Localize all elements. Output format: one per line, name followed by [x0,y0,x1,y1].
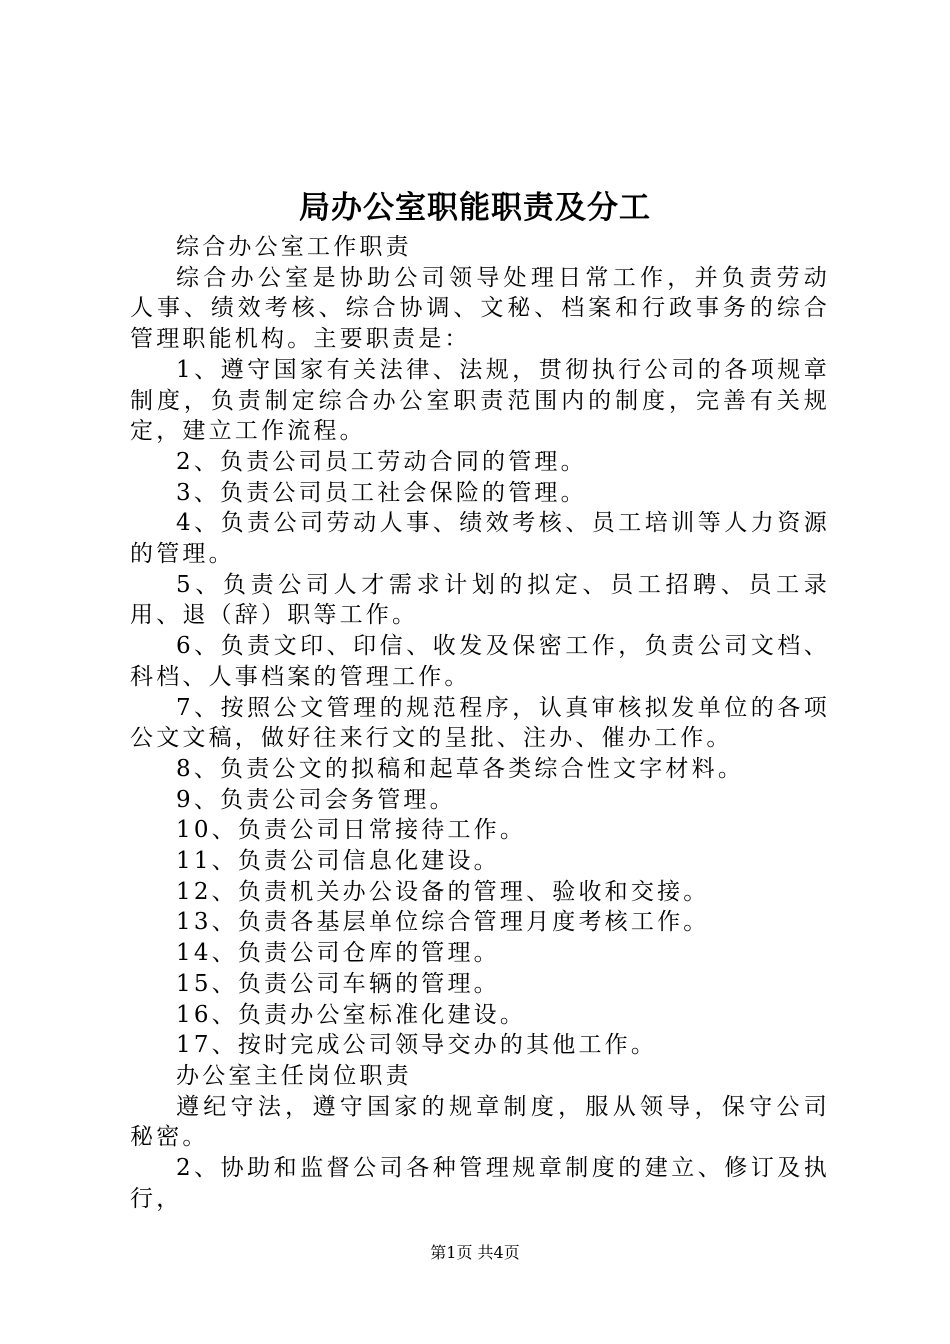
duty-item: 10、负责公司日常接待工作。 [176,817,527,844]
duty-item: 4、负责公司劳动人事、绩效考核、员工培训等人力资源的管理。 [130,510,830,568]
duty-item: 12、负责机关办公设备的管理、验收和交接。 [176,878,710,905]
duty-item: 2、协助和监督公司各种管理规章制度的建立、修订及执行， [130,1155,830,1212]
duty-item: 7、按照公文管理的规范程序，认真审核拟发单位的各项公文文稿，做好往来行文的呈批、注办、催办工作。 [130,694,830,752]
duty-item: 15、负责公司车辆的管理。 [176,970,500,997]
page-number-footer: 第1页 共4页 [430,1243,520,1262]
document-body [130,232,830,1215]
duty-item: 5、负责公司人才需求计划的拟定、员工招聘、员工录用、退（辞）职等工作。 [130,571,830,629]
duty-item: 16、负责办公室标准化建设。 [176,1001,527,1028]
duty-item: 14、负责公司仓库的管理。 [176,940,500,967]
document-title: 局办公室职能职责及分工 [299,190,651,226]
paragraph-intro: 综合办公室是协助公司领导处理日常工作，并负责劳动人事、绩效考核、综合协调、文秘、档案和行政事务的综合管理职能机构。主要职责是： [130,264,830,353]
duty-item: 3、负责公司员工社会保险的管理。 [176,479,587,506]
duty-item: 13、负责各基层单位综合管理月度考核工作。 [176,909,710,936]
duty-item: 17、按时完成公司领导交办的其他工作。 [176,1032,658,1059]
duty-item: 9、负责公司会务管理。 [176,786,456,813]
paragraph-director-duty: 遵纪守法，遵守国家的规章制度，服从领导，保守公司秘密。 [130,1093,830,1151]
duty-item: 11、负责公司信息化建设。 [176,848,500,875]
duty-item: 1、遵守国家有关法律、法规，贯彻执行公司的各项规章制度，负责制定综合办公室职责范围内的制度，完善有关规定，建立工作流程。 [130,356,830,445]
duty-item: 8、负责公文的拟稿和起草各类综合性文字材料。 [176,755,745,782]
duty-item: 2、负责公司员工劳动合同的管理。 [176,448,587,475]
section-heading-general-office: 综合办公室工作职责 [176,234,412,260]
duty-item: 6、负责文印、印信、收发及保密工作，负责公司文档、科档、人事档案的管理工作。 [130,633,830,690]
section-heading-office-director: 办公室主任岗位职责 [176,1062,412,1089]
